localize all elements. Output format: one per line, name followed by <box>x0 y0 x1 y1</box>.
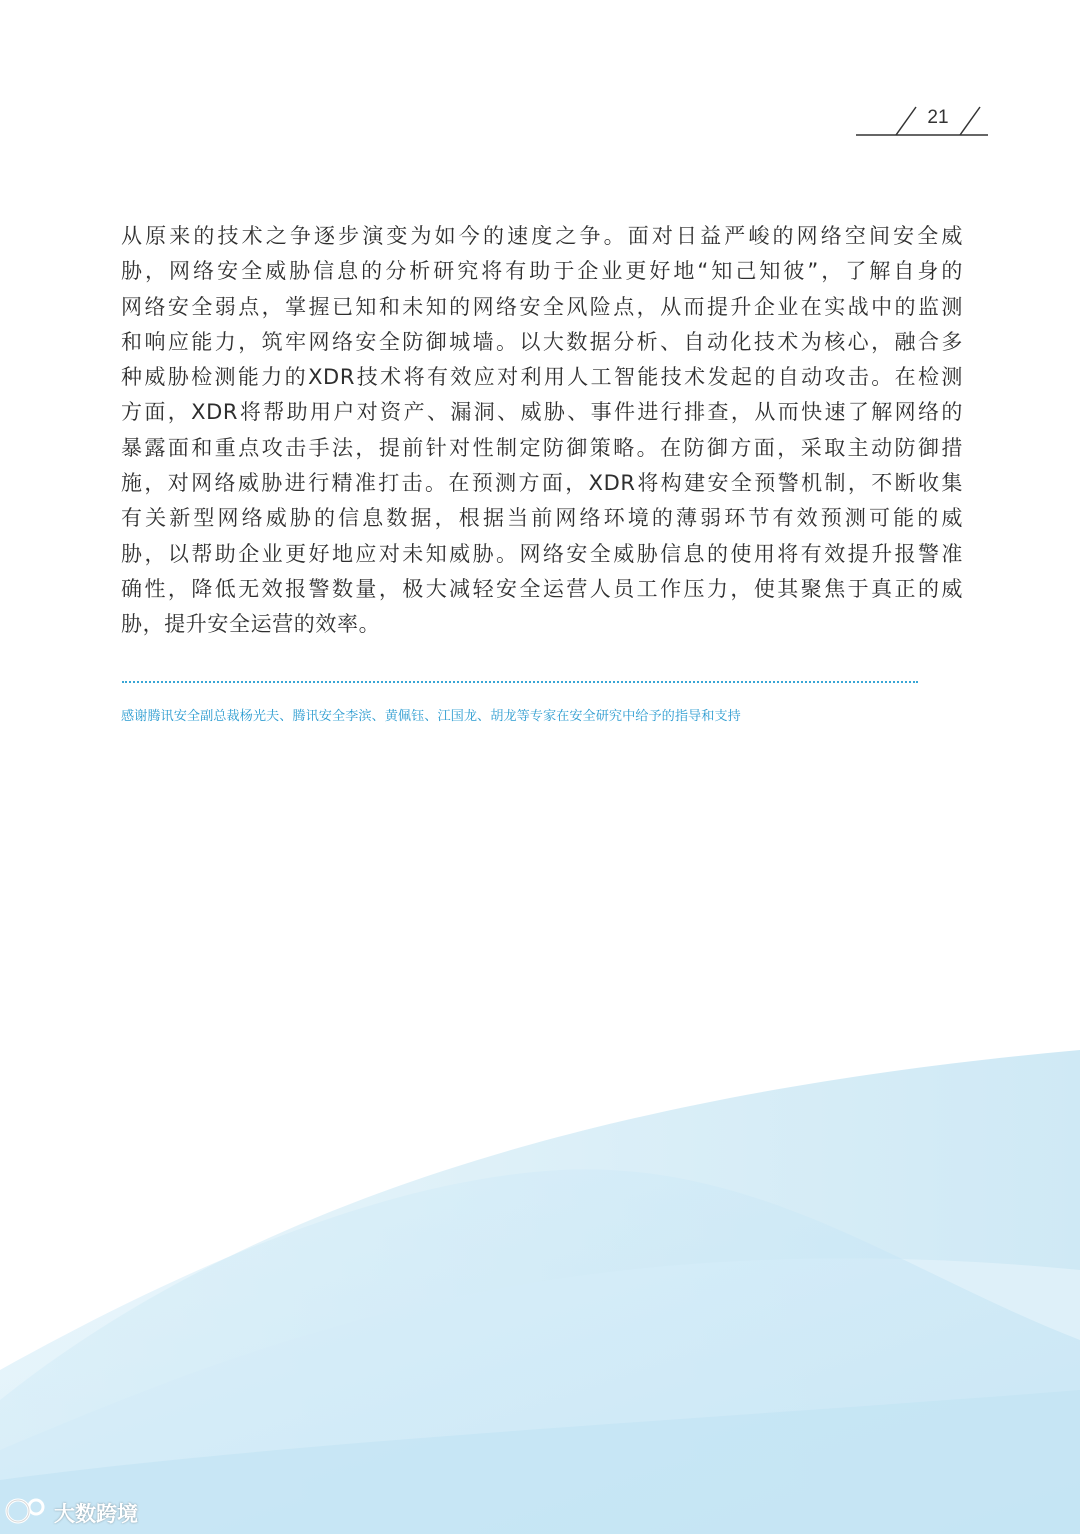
body-line: 暴露面和重点攻击手法，提前针对性制定防御策略。在防御方面，采取主动防御措 <box>121 435 963 460</box>
body-line: 种威胁检测能力的XDR技术将有效应对利用人工智能技术发起的自动攻击。在检测 <box>121 365 963 390</box>
body-line: 从原来的技术之争逐步演变为如今的速度之争。面对日益严峻的网络空间安全威 <box>121 224 963 248</box>
dotted-divider <box>122 681 918 683</box>
body-line: 网络安全弱点，掌握已知和未知的网络安全风险点，从而提升企业在实战中的监测 <box>121 294 963 319</box>
page-number-block <box>856 104 988 138</box>
body-line: 胁，网络安全威胁信息的分析研究将有助于企业更好地“知己知彼”，了解自身的 <box>121 259 963 284</box>
body-line: 胁，以帮助企业更好地应对未知威胁。网络安全威胁信息的使用将有效提升报警准 <box>121 541 963 566</box>
body-paragraph <box>121 219 963 643</box>
watermark-logo-icon <box>4 1494 52 1528</box>
body-line: 确性，降低无效报警数量，极大减轻安全运营人员工作压力，使其聚焦于真正的威 <box>121 576 963 601</box>
body-line: 方面，XDR将帮助用户对资产、漏洞、威胁、事件进行排查，从而快速了解网络的 <box>121 400 963 425</box>
body-line: 施，对网络威胁进行精准打击。在预测方面，XDR将构建安全预警机制，不断收集 <box>121 471 963 496</box>
body-line: 胁，提升安全运营的效率。 <box>121 612 381 637</box>
body-line: 和响应能力，筑牢网络安全防御城墙。以大数据分析、自动化技术为核心，融合多 <box>121 329 963 354</box>
acknowledgement-text: 感谢腾讯安全副总裁杨光夫、腾讯安全李滨、黄佩钰、江国龙、胡龙等专家在安全研究中给予的指导和支持 <box>121 709 741 724</box>
watermark-text: 大数跨境 <box>54 1502 138 1526</box>
body-line: 有关新型网络威胁的信息数据，根据当前网络环境的薄弱环节有效预测可能的威 <box>121 506 963 531</box>
page-number: 21 <box>927 107 949 128</box>
wave-background-decoration <box>0 1040 1080 1534</box>
